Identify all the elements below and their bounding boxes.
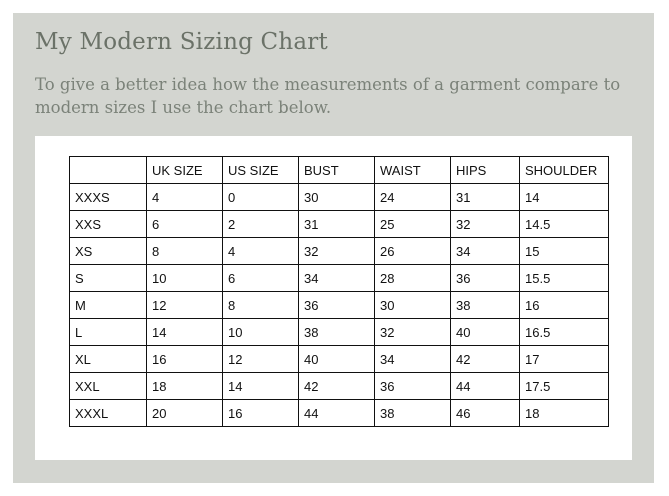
cell-size: L (70, 319, 147, 346)
column-header-hips: HIPS (451, 157, 520, 184)
cell-shoulder: 17 (520, 346, 609, 373)
cell-uk-size: 8 (147, 238, 223, 265)
table-row (70, 211, 609, 238)
cell-us-size: 6 (223, 265, 299, 292)
cell-shoulder: 18 (520, 400, 609, 427)
table-row (70, 292, 609, 319)
cell-us-size: 12 (223, 346, 299, 373)
column-header-waist: WAIST (375, 157, 451, 184)
column-header-us-size: US SIZE (223, 157, 299, 184)
cell-shoulder: 17.5 (520, 373, 609, 400)
cell-size: XXXL (70, 400, 147, 427)
cell-shoulder: 16.5 (520, 319, 609, 346)
cell-shoulder: 15 (520, 238, 609, 265)
table-body (70, 184, 609, 427)
cell-uk-size: 6 (147, 211, 223, 238)
cell-bust: 30 (299, 184, 375, 211)
cell-us-size: 4 (223, 238, 299, 265)
cell-hips: 44 (451, 373, 520, 400)
cell-waist: 34 (375, 346, 451, 373)
table-row (70, 265, 609, 292)
cell-hips: 34 (451, 238, 520, 265)
table-header-row (70, 157, 609, 184)
cell-bust: 31 (299, 211, 375, 238)
cell-bust: 34 (299, 265, 375, 292)
cell-us-size: 8 (223, 292, 299, 319)
cell-waist: 26 (375, 238, 451, 265)
cell-waist: 36 (375, 373, 451, 400)
table-row (70, 346, 609, 373)
table-row (70, 400, 609, 427)
cell-bust: 44 (299, 400, 375, 427)
cell-size: S (70, 265, 147, 292)
cell-waist: 24 (375, 184, 451, 211)
cell-uk-size: 16 (147, 346, 223, 373)
cell-waist: 32 (375, 319, 451, 346)
size-chart-image (35, 136, 632, 460)
cell-shoulder: 14.5 (520, 211, 609, 238)
cell-us-size: 2 (223, 211, 299, 238)
cell-uk-size: 10 (147, 265, 223, 292)
cell-uk-size: 12 (147, 292, 223, 319)
cell-bust: 32 (299, 238, 375, 265)
cell-uk-size: 20 (147, 400, 223, 427)
cell-us-size: 16 (223, 400, 299, 427)
column-header-shoulder: SHOULDER (520, 157, 609, 184)
cell-shoulder: 14 (520, 184, 609, 211)
cell-size: XXS (70, 211, 147, 238)
cell-us-size: 10 (223, 319, 299, 346)
cell-size: XS (70, 238, 147, 265)
cell-hips: 46 (451, 400, 520, 427)
column-header-size (70, 157, 147, 184)
cell-waist: 30 (375, 292, 451, 319)
cell-hips: 31 (451, 184, 520, 211)
cell-bust: 36 (299, 292, 375, 319)
cell-shoulder: 15.5 (520, 265, 609, 292)
cell-bust: 38 (299, 319, 375, 346)
cell-hips: 38 (451, 292, 520, 319)
table-row (70, 319, 609, 346)
content-panel (13, 13, 654, 483)
cell-size: XXXS (70, 184, 147, 211)
cell-hips: 42 (451, 346, 520, 373)
size-chart-table (69, 156, 609, 427)
column-header-bust: BUST (299, 157, 375, 184)
cell-us-size: 14 (223, 373, 299, 400)
table-row (70, 238, 609, 265)
cell-hips: 36 (451, 265, 520, 292)
cell-waist: 28 (375, 265, 451, 292)
cell-hips: 40 (451, 319, 520, 346)
cell-size: XL (70, 346, 147, 373)
column-header-uk-size: UK SIZE (147, 157, 223, 184)
cell-size: XXL (70, 373, 147, 400)
cell-waist: 38 (375, 400, 451, 427)
cell-uk-size: 14 (147, 319, 223, 346)
cell-waist: 25 (375, 211, 451, 238)
cell-uk-size: 18 (147, 373, 223, 400)
page-title: My Modern Sizing Chart (35, 29, 328, 55)
table-row (70, 373, 609, 400)
cell-shoulder: 16 (520, 292, 609, 319)
cell-bust: 42 (299, 373, 375, 400)
cell-bust: 40 (299, 346, 375, 373)
intro-paragraph: To give a better idea how the measurements of a garment compare to modern sizes I use the chart below. (35, 75, 621, 117)
cell-uk-size: 4 (147, 184, 223, 211)
cell-us-size: 0 (223, 184, 299, 211)
table-row (70, 184, 609, 211)
cell-hips: 32 (451, 211, 520, 238)
cell-size: M (70, 292, 147, 319)
